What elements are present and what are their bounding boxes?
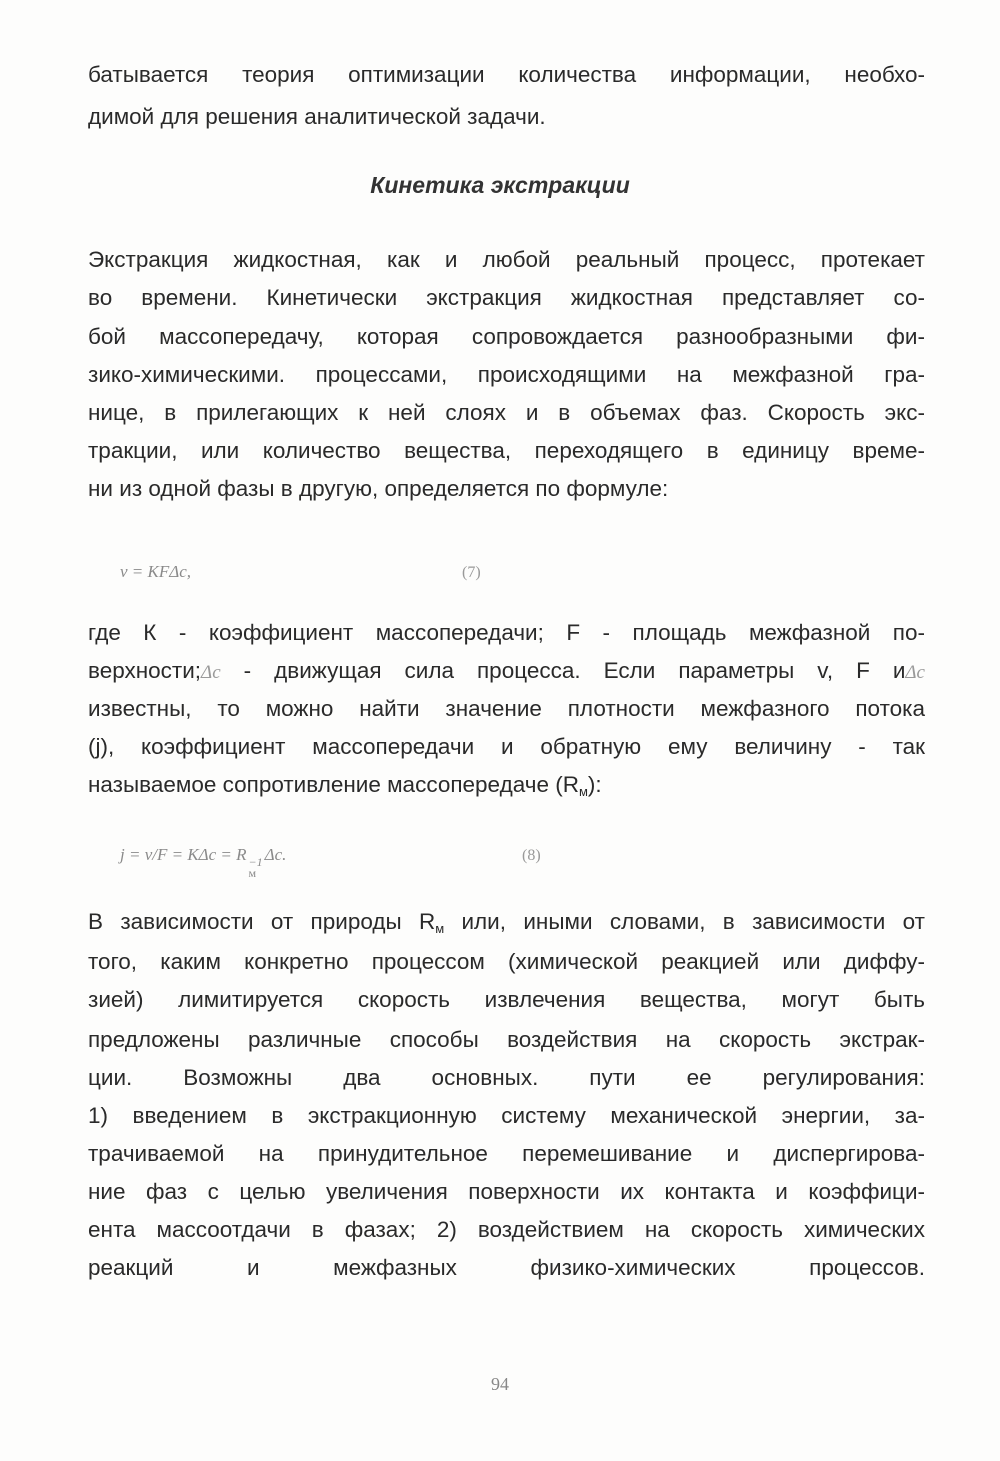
text-segment: где К - коэффициент массопередачи; F - площадь межфазной по- <box>88 620 925 645</box>
text-line <box>88 474 925 504</box>
text-segment: ента массоотдачи в фазах; 2) воздействием на скорость химических <box>88 1217 925 1242</box>
text-segment: во времени. Кинетически экстракция жидкостная представляет со- <box>88 285 925 310</box>
text-segment: В зависимости от природы R <box>88 909 436 934</box>
text-line <box>88 1025 925 1055</box>
text-line <box>88 618 925 648</box>
text-line <box>88 1063 925 1093</box>
text-line <box>88 1139 925 1169</box>
formula-8 <box>120 845 286 879</box>
equation-number-8: (8) <box>522 847 541 864</box>
text-segment: димой для решения аналитической задачи. <box>88 104 546 129</box>
text-line <box>88 1215 925 1245</box>
inline-formula: Δc <box>201 662 221 683</box>
text-segment: ): <box>587 772 602 797</box>
text-segment: предложены различные способы воздействия на скорость экстрак- <box>88 1027 925 1052</box>
text-line <box>88 283 925 313</box>
text-segment: того, каким конкретно процессом (химической реакцией или диффу- <box>88 949 925 974</box>
text-line <box>88 985 925 1015</box>
text-segment: зией) лимитируется скорость извлечения вещества, могут быть <box>88 987 925 1012</box>
text-line <box>88 694 925 724</box>
subscript: м <box>435 921 445 936</box>
text-segment: нице, в прилегающих к ней слоях и в объемах фаз. Скорость экс- <box>88 400 925 425</box>
text-segment: тракции, или количество вещества, переходящего в единицу време- <box>88 438 925 463</box>
page-number: 94 <box>491 1374 509 1394</box>
text-segment: 1) введением в экстракционную систему механической энергии, за- <box>88 1103 925 1128</box>
text-line <box>88 1101 925 1131</box>
text-segment: трачиваемой на принудительное перемешивание и диспергирова- <box>88 1141 925 1166</box>
text-segment: называемое сопротивление массопередаче (R <box>88 772 579 797</box>
text-line <box>88 398 925 428</box>
formula-8-sub: м <box>248 866 257 880</box>
formula-8-sup: −1 <box>248 855 263 869</box>
text-segment: - движущая сила процесса. Если параметры v, F и <box>220 658 906 683</box>
text-segment: ции. Возможны два основных. пути ее регулирования: <box>88 1065 925 1090</box>
inline-formula: Δc <box>905 662 925 683</box>
text-line <box>88 360 925 390</box>
text-segment: реакций и межфазных физико-химических процессов. <box>88 1255 925 1280</box>
text-line <box>88 947 925 977</box>
text-line <box>88 732 925 762</box>
text-segment: зико-химическими. процессами, происходящими на межфазной гра- <box>88 362 925 387</box>
subscript: м <box>578 784 588 799</box>
text-line <box>88 245 925 275</box>
section-heading: Кинетика экстракции <box>370 172 630 198</box>
text-line <box>88 770 925 807</box>
equation-number-7: (7) <box>462 564 481 581</box>
text-segment: верхности; <box>88 658 202 683</box>
text-segment: или, иными словами, в зависимости от <box>444 909 925 934</box>
formula-7: v = KFΔc, <box>120 562 192 581</box>
text-segment: ни из одной фазы в другую, определяется по формуле: <box>88 476 669 501</box>
text-segment: Экстракция жидкостная, как и любой реальный процесс, протекает <box>88 247 925 272</box>
text-segment: известны, то можно найти значение плотности межфазного потока <box>88 696 925 721</box>
text-line <box>88 60 925 90</box>
text-line <box>88 322 925 352</box>
text-segment: (j), коэффициент массопередачи и обратную ему величину - так <box>88 734 925 759</box>
text-line <box>88 102 925 132</box>
text-line <box>88 656 925 688</box>
text-line <box>88 1177 925 1207</box>
formula-8-main: j = v/F = KΔc = R <box>120 845 247 864</box>
text-line <box>88 1253 925 1283</box>
text-segment: батывается теория оптимизации количества информации, необхо- <box>88 62 925 87</box>
formula-8-tail: Δc. <box>264 845 287 864</box>
text-segment: бой массопередачу, которая сопровождается разнообразными фи- <box>88 324 925 349</box>
text-line <box>88 907 925 944</box>
text-line <box>88 436 925 466</box>
text-segment: ние фаз с целью увеличения поверхности их контакта и коэффици- <box>88 1179 925 1204</box>
